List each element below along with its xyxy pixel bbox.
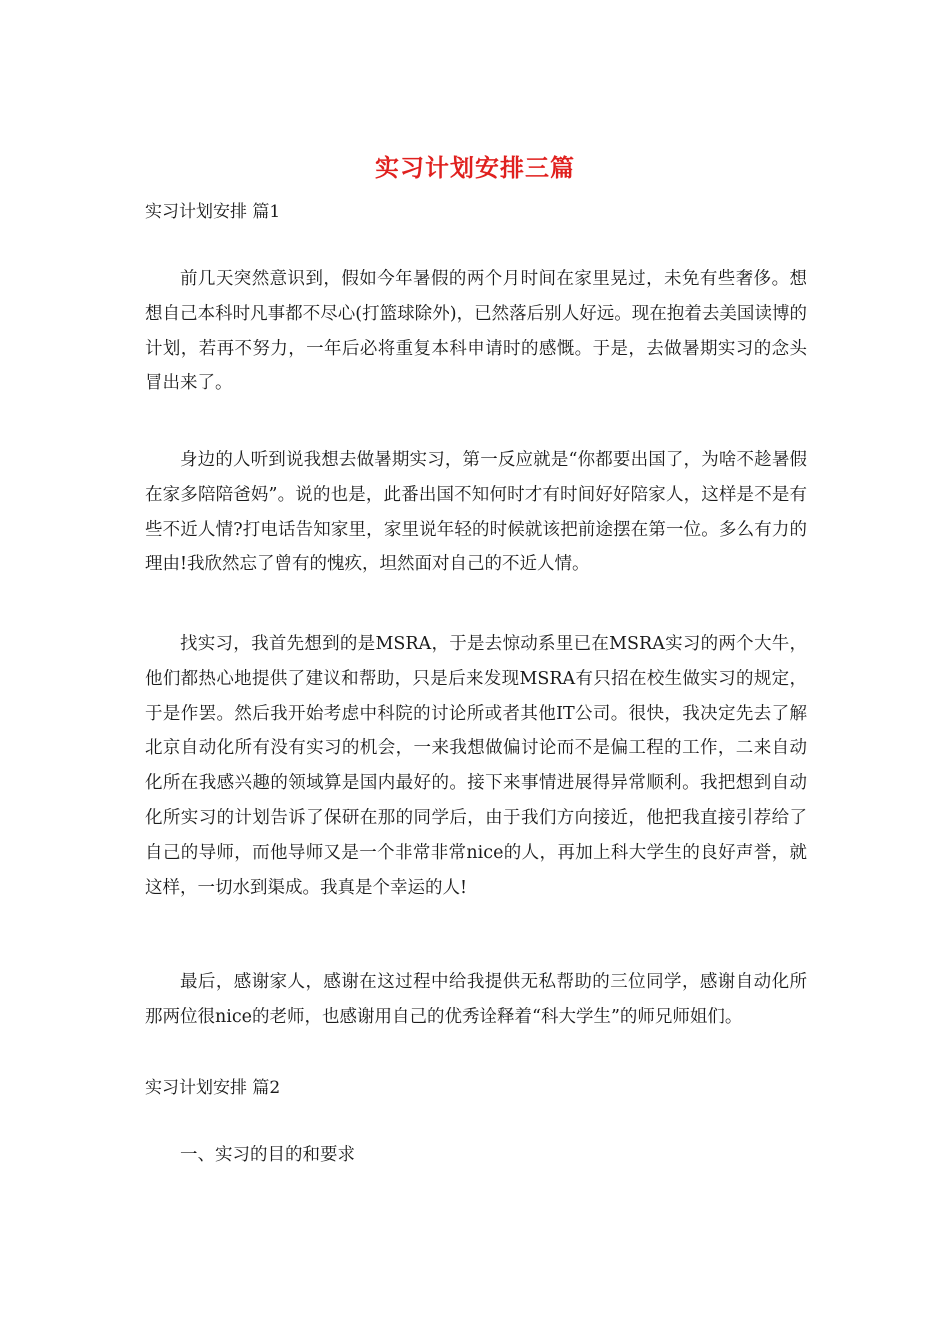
section-heading-2: 实习计划安排 篇2 xyxy=(145,1078,281,1098)
section-heading-1: 实习计划安排 篇1 xyxy=(145,202,281,222)
subheading-purpose: 一、实习的目的和要求 xyxy=(180,1145,355,1165)
document-title: 实习计划安排三篇 xyxy=(375,153,575,182)
paragraph-1: 前几天突然意识到，假如今年暑假的两个月时间在家里晃过，未免有些奢侈。想想自己本科时凡事都不尽心(打篮球除外)，已然落后别人好远。现在抱着去美国读博的计划，若再不努力，一年后必将重复本科申请时的感慨。于是，去做暑期实习的念头冒出来了。 xyxy=(145,269,807,394)
paragraph-2: 身边的人听到说我想去做暑期实习，第一反应就是“你都要出国了，为啥不趁暑假在家多陪陪爸妈”。说的也是，此番出国不知何时才有时间好好陪家人，这样是不是有些不近人情?打电话告知家里，家里说年轻的时候就该把前途摆在第一位。多么有力的理由!我欣然忘了曾有的愧疚，坦然面对自己的不近人情。 xyxy=(145,450,807,575)
paragraph-3: 找实习，我首先想到的是MSRA，于是去惊动系里已在MSRA实习的两个大牛，他们都热心地提供了建议和帮助，只是后来发现MSRA有只招在校生做实习的规定，于是作罢。然后我开始考虑中科院的讨论所或者其他IT公司。很快，我决定先去了解北京自动化所有没有实习的机会，一来我想做偏讨论而不是偏工程的工作，二来自动化所在我感兴趣的领域算是国内最好的。接下来事情进展得异常顺利。我把想到自动化所实习的计划告诉了保研在那的同学后，由于我们方向接近，他把我直接引荐给了自己的导师，而他导师又是一个非常非常nice的人，再加上科大学生的良好声誉，就这样，一切水到渠成。我真是个幸运的人! xyxy=(145,634,807,898)
paragraph-4: 最后，感谢家人，感谢在这过程中给我提供无私帮助的三位同学，感谢自动化所那两位很nice的老师，也感谢用自己的优秀诠释着“科大学生”的师兄师姐们。 xyxy=(145,972,807,1027)
